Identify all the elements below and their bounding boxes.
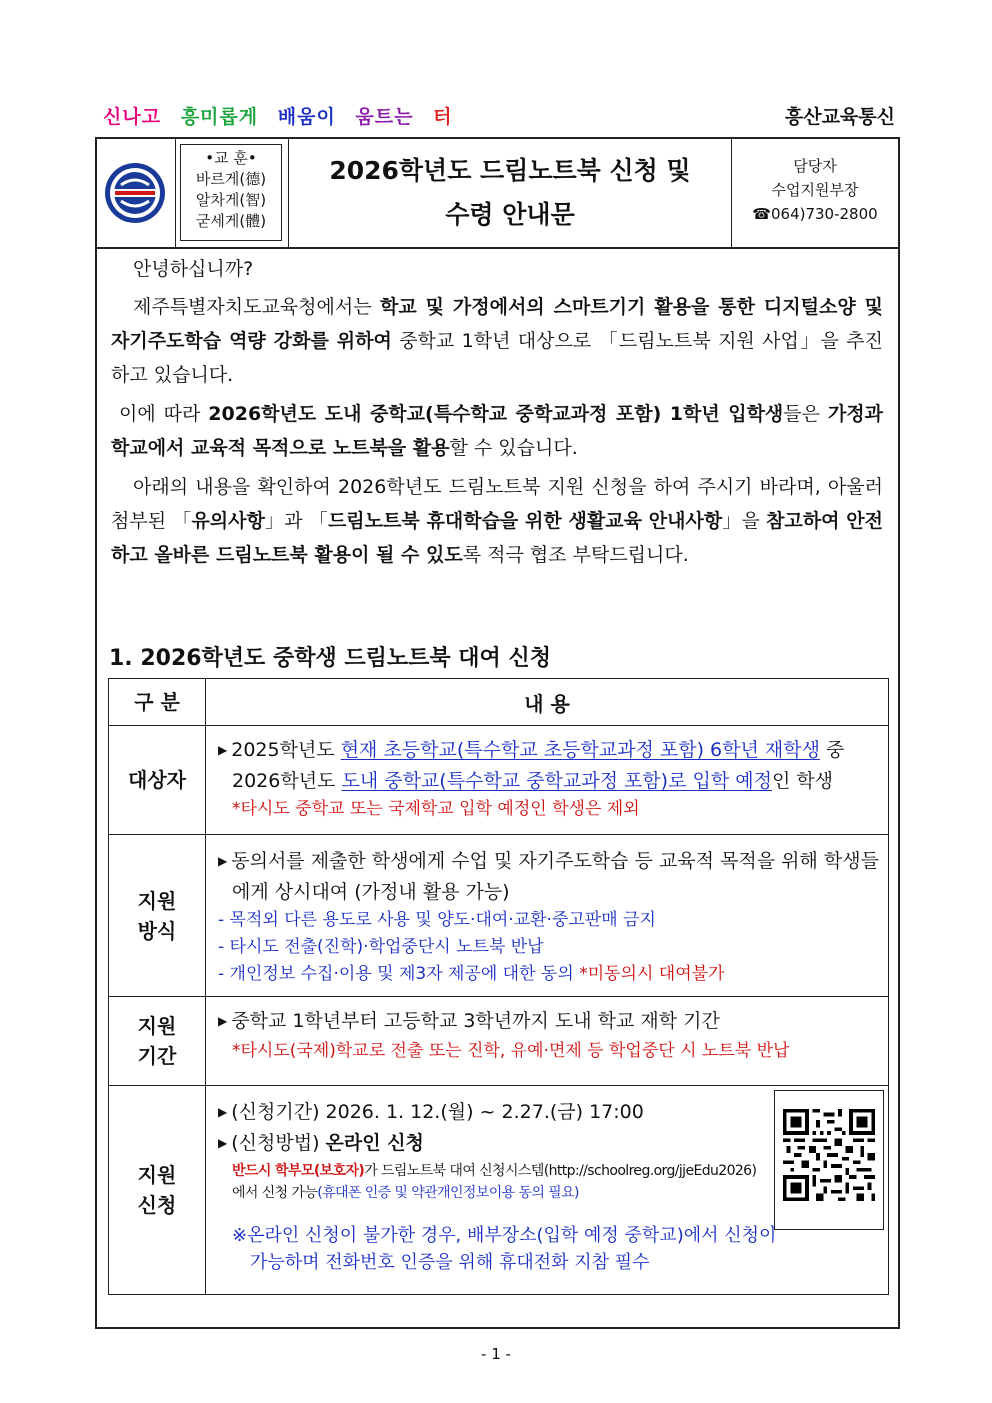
logo-cell xyxy=(97,139,176,247)
warning-text: 반드시 학부모(보호자) xyxy=(232,1163,365,1179)
text-span: 할 수 있습니다. xyxy=(449,437,578,459)
header-row xyxy=(97,139,898,249)
label-line: 지원 xyxy=(137,1163,177,1187)
title-line-1: 2026학년도 드림노트북 신청 및 xyxy=(329,156,691,185)
row-label xyxy=(109,1086,206,1295)
table-header-row xyxy=(109,679,889,726)
target-note: *타시도 중학교 또는 국제학교 입학 예정인 학생은 제외 xyxy=(232,799,640,819)
table-row-period xyxy=(109,997,889,1086)
triangle-right-icon: ▶ xyxy=(218,1014,228,1028)
paragraph-intro xyxy=(111,290,883,392)
row-content xyxy=(206,835,889,997)
text-span: 2025학년도 xyxy=(231,739,341,761)
newsletter-name: 흥산교육통신 xyxy=(784,106,895,128)
bold-span: 학교 및 가정에서의 스마트기기 활용을 통한 디지털소양 및 자기주도학습 역량 강화를 위하여 xyxy=(111,296,883,352)
text-span: 이에 따라 xyxy=(119,403,209,425)
document-frame xyxy=(95,137,900,1329)
triangle-right-icon: ▶ xyxy=(218,743,228,757)
text-span: 록 적극 협조 부탁드립니다. xyxy=(462,544,689,566)
motto-line: 바르게(德) xyxy=(195,170,267,188)
method-note: - 개인정보 수집·이용 및 제3자 제공에 대한 동의 xyxy=(218,964,580,984)
slogan-word: 흥미롭게 xyxy=(180,106,259,128)
requirement-text: (휴대폰 인증 및 약관개인정보이용 동의 필요) xyxy=(317,1185,579,1201)
triangle-right-icon: ▶ xyxy=(218,1105,228,1119)
school-emblem-icon xyxy=(103,161,167,225)
period-note: *타시도(국제)학교로 전출 또는 진학, 유예·면제 등 학업중단 시 노트북 반납 xyxy=(232,1041,790,1061)
text-span: 들은 xyxy=(783,403,828,425)
text-span: 가 드림노트북 대여 신청시스템(http://schoolreg.org/jjeEdu2026) xyxy=(364,1163,757,1179)
slogan-word: 신나고 xyxy=(103,106,162,128)
text-span: 에서 신청 가능 xyxy=(232,1185,318,1201)
underlined-text: 도내 중학교(특수학교 중학교과정 포함)로 입학 예정 xyxy=(341,770,772,792)
text-span: 」을 xyxy=(722,510,767,532)
triangle-right-icon: ▶ xyxy=(218,854,228,868)
slogan-word: 움트는 xyxy=(355,106,414,128)
row-label xyxy=(109,997,206,1086)
method-note: - 타시도 전출(진학)·학업중단시 노트북 반납 xyxy=(218,937,544,957)
paragraph-eligibility xyxy=(111,397,883,465)
motto-cell xyxy=(176,139,289,247)
contact-department: 수업지원부장 xyxy=(771,181,859,199)
motto-line: 알차게(智) xyxy=(195,191,267,209)
contact-phone: ☎064)730-2800 xyxy=(752,205,878,223)
header-category: 구 분 xyxy=(109,679,206,726)
bold-span: 2026학년도 도내 중학교(특수학교 중학교과정 포함) 1학년 입학생 xyxy=(208,403,784,425)
row-label xyxy=(109,835,206,997)
header-content: 내 용 xyxy=(206,679,889,726)
row-label: 대상자 xyxy=(109,726,206,835)
top-bar xyxy=(95,100,897,132)
warning-text: *미동의시 대여불가 xyxy=(579,964,725,984)
school-slogan xyxy=(103,102,464,129)
motto-title: •교 훈• xyxy=(205,149,257,167)
school-motto xyxy=(180,144,282,241)
text-span: 중 xyxy=(819,739,845,761)
table-row-apply xyxy=(109,1086,889,1295)
row-content xyxy=(206,1086,889,1295)
bold-span: 유의사항 xyxy=(191,510,265,532)
page-number: - 1 - xyxy=(481,1345,511,1363)
bold-span: 드림노트북 휴대학습을 위한 생활교육 안내사항 xyxy=(327,510,723,532)
contact-info xyxy=(732,139,898,247)
slogan-word: 배움이 xyxy=(277,106,336,128)
text-span: 중학교 1학년부터 고등학교 3학년까지 도내 학교 재학 기간 xyxy=(231,1010,720,1032)
text-span: 제주특별자치도교육청에서는 xyxy=(133,296,380,318)
method-note: - 목적외 다른 용도로 사용 및 양도·대여·교환·중고판매 금지 xyxy=(218,910,656,930)
text-span: 중학교 1학년 대상으로 「드림노트북 지원 사업」을 추진하고 있습니다. xyxy=(111,330,883,386)
motto-line: 굳세게(體) xyxy=(195,212,267,230)
document-title xyxy=(289,139,732,247)
row-content xyxy=(206,997,889,1086)
text-span: 아래의 내용을 확인하여 2026학년도 드림노트북 지원 신청을 하여 주시기 바라며, 아울러 첨부된 「 xyxy=(111,476,883,532)
bold-span: 참고하여 안전하고 올바른 드림노트북 활용이 될 수 있도 xyxy=(111,510,883,566)
application-period: (신청기간) 2026. 1. 12.(월) ~ 2.27.(금) 17:00 xyxy=(231,1101,644,1123)
text-span: 인 학생 xyxy=(771,770,834,792)
text-span: (신청방법) xyxy=(231,1132,326,1154)
bold-span: 가정과 학교에서 교육적 목적으로 노트북을 활용 xyxy=(111,403,883,459)
table-row-target xyxy=(109,726,889,835)
text-span: 」과 「 xyxy=(264,510,328,532)
rental-info-table xyxy=(108,678,889,1295)
text-span: 2026학년도 xyxy=(232,770,342,792)
label-line: 지원 xyxy=(137,888,177,913)
offline-notice: ※온라인 신청이 불가한 경우, 배부장소(입학 예정 중학교)에서 신청이 xyxy=(232,1225,777,1246)
paragraph-request xyxy=(111,470,883,572)
letter-body xyxy=(111,249,883,577)
text-span: 동의서를 제출한 학생에게 수업 및 자기주도학습 등 교육적 목적을 위해 학생들에게 상시대여 (가정내 활용 가능) xyxy=(231,850,879,903)
application-method: 온라인 신청 xyxy=(325,1132,424,1154)
table-row-method xyxy=(109,835,889,997)
contact-label: 담당자 xyxy=(793,157,837,175)
label-line: 지원 xyxy=(137,1014,177,1038)
greeting: 안녕하십니까? xyxy=(133,258,254,280)
triangle-right-icon: ▶ xyxy=(218,1136,228,1150)
slogan-word: 터 xyxy=(433,106,453,128)
title-line-2: 수령 안내문 xyxy=(445,200,575,229)
section-heading: 1. 2026학년도 중학생 드림노트북 대여 신청 xyxy=(109,646,551,671)
qr-code-box xyxy=(774,1090,884,1230)
row-content xyxy=(206,726,889,835)
label-line: 방식 xyxy=(137,918,177,943)
label-line: 기간 xyxy=(137,1044,177,1068)
offline-notice: 가능하며 전화번호 인증을 위해 휴대전화 지참 필수 xyxy=(250,1252,650,1273)
underlined-text: 현재 초등학교(특수학교 초등학교과정 포함) 6학년 재학생 xyxy=(340,739,820,761)
qr-code-icon[interactable] xyxy=(783,1109,875,1201)
label-line: 신청 xyxy=(137,1193,177,1217)
